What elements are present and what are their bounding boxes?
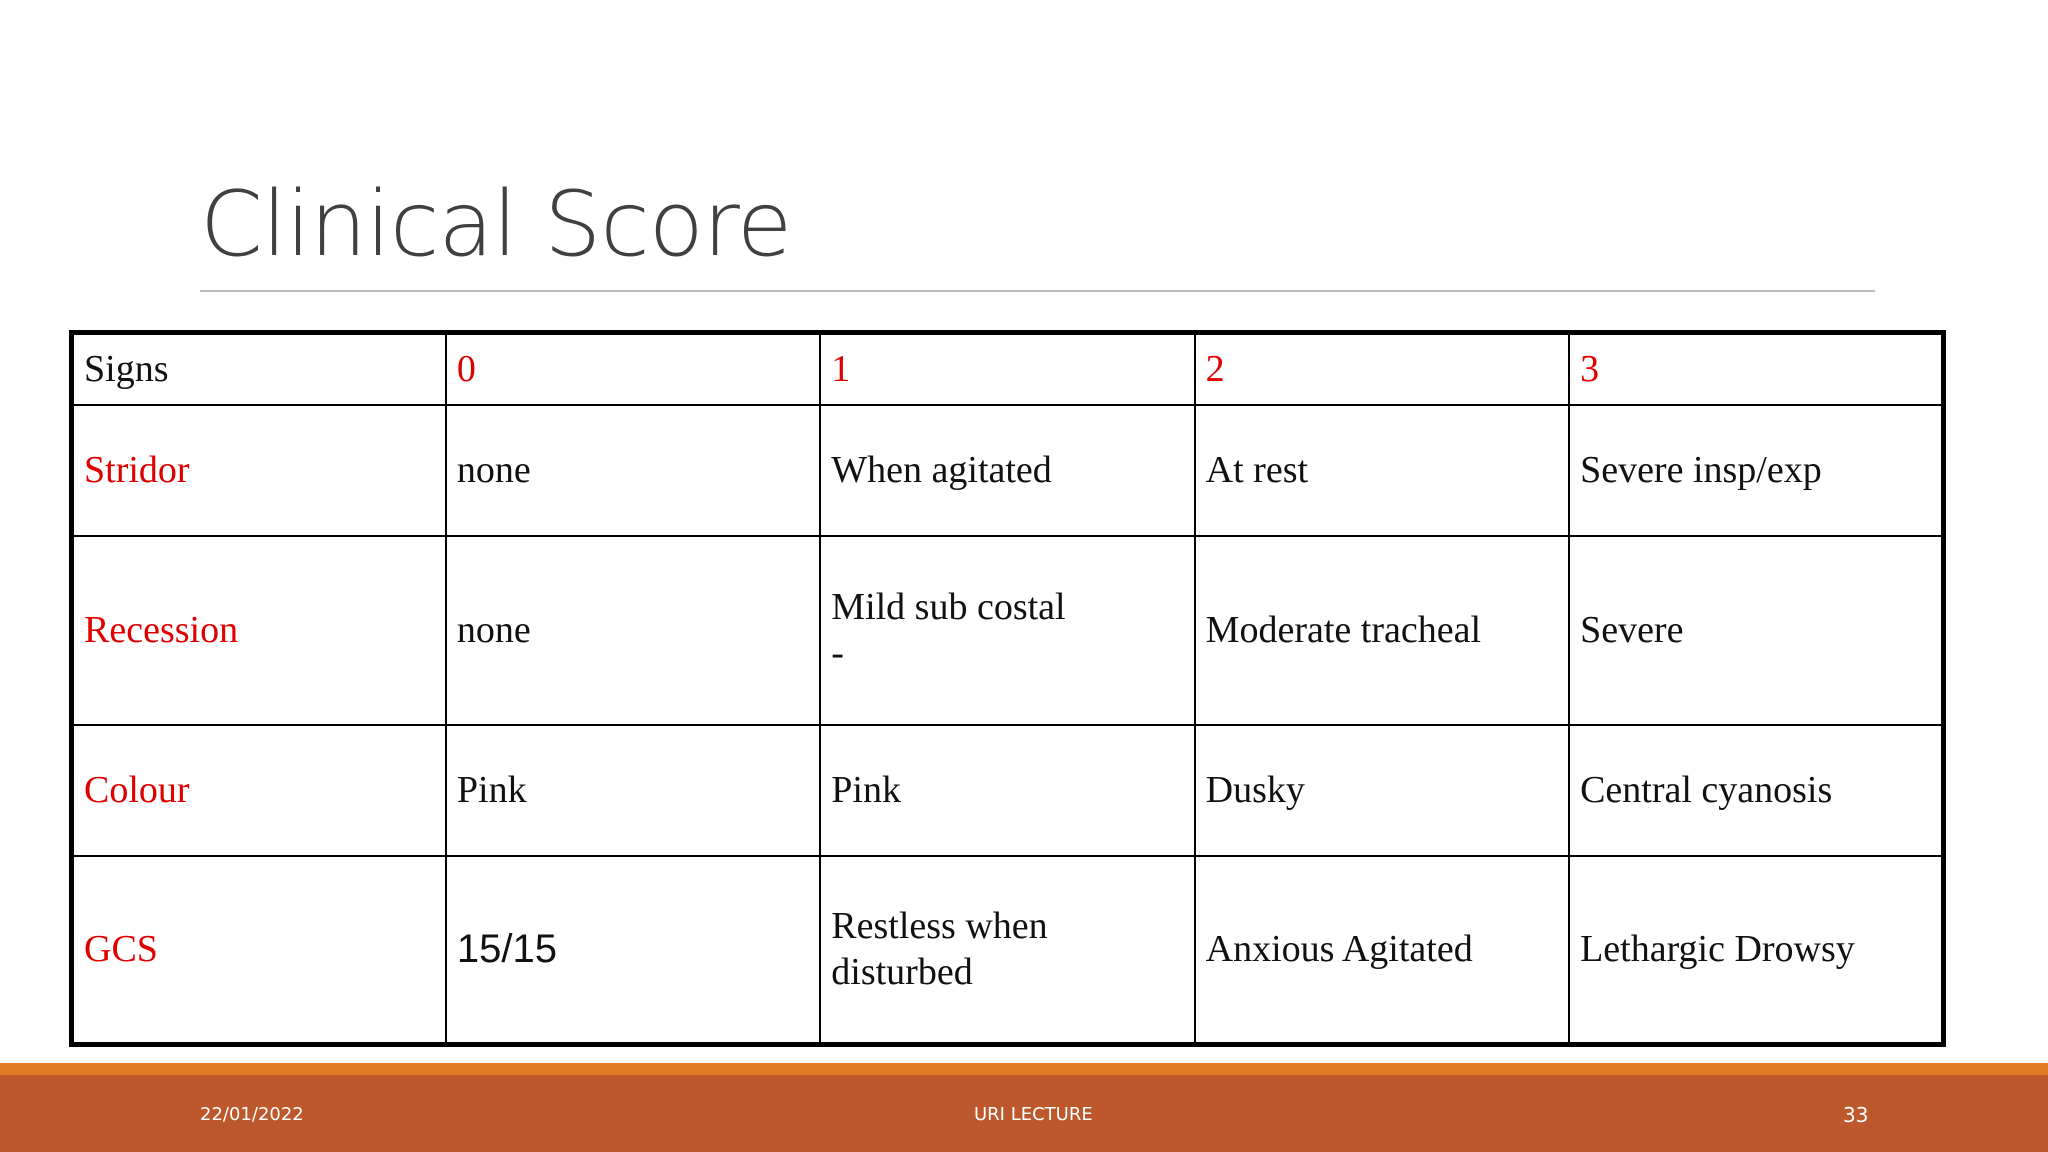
score-1-cell bbox=[820, 856, 1194, 1045]
score-0-cell: Pink bbox=[446, 725, 820, 856]
score-3-cell: Lethargic Drowsy bbox=[1569, 856, 1943, 1045]
header-cell-score-0: 0 bbox=[446, 333, 820, 405]
title-underline bbox=[200, 290, 1875, 292]
header-cell-score-3: 3 bbox=[1569, 333, 1943, 405]
score-0-cell: none bbox=[446, 405, 820, 536]
score-3-cell: Severe bbox=[1569, 536, 1943, 725]
score-1-cell bbox=[820, 536, 1194, 725]
cell-line: disturbed bbox=[831, 951, 973, 994]
footer-center-text: URI LECTURE bbox=[974, 1104, 1093, 1125]
table-row bbox=[72, 856, 1944, 1045]
header-cell-score-2: 2 bbox=[1195, 333, 1569, 405]
slide-number: 33 bbox=[1843, 1103, 1869, 1127]
table-row bbox=[72, 536, 1944, 725]
header-cell-signs: Signs bbox=[72, 333, 446, 405]
sign-cell: Stridor bbox=[72, 405, 446, 536]
slide-title: Clinical Score bbox=[200, 172, 792, 277]
cell-line: Mild sub costal bbox=[831, 586, 1066, 628]
score-1-cell bbox=[820, 725, 1194, 856]
cell-line: When agitated bbox=[831, 449, 1052, 491]
sign-cell: Recession bbox=[72, 536, 446, 725]
sign-cell: GCS bbox=[72, 856, 446, 1045]
table-row bbox=[72, 405, 1944, 536]
sign-cell: Colour bbox=[72, 725, 446, 856]
header-cell-score-1: 1 bbox=[820, 333, 1194, 405]
table-row bbox=[72, 725, 1944, 856]
score-0-cell: 15/15 bbox=[446, 856, 820, 1045]
score-2-cell: Moderate tracheal bbox=[1195, 536, 1569, 725]
score-3-cell: Severe insp/exp bbox=[1569, 405, 1943, 536]
score-3-cell: Central cyanosis bbox=[1569, 725, 1943, 856]
cell-line: Restless when bbox=[831, 905, 1048, 948]
clinical-score-table bbox=[69, 330, 1946, 1047]
score-2-cell: Dusky bbox=[1195, 725, 1569, 856]
score-0-cell: none bbox=[446, 536, 820, 725]
cell-line: - bbox=[831, 632, 844, 674]
score-2-cell: At rest bbox=[1195, 405, 1569, 536]
footer-accent-stripe bbox=[0, 1063, 2048, 1075]
footer-date: 22/01/2022 bbox=[200, 1104, 304, 1125]
cell-line: Pink bbox=[831, 769, 901, 811]
table-header-row bbox=[72, 333, 1944, 405]
score-1-cell bbox=[820, 405, 1194, 536]
score-2-cell: Anxious Agitated bbox=[1195, 856, 1569, 1045]
